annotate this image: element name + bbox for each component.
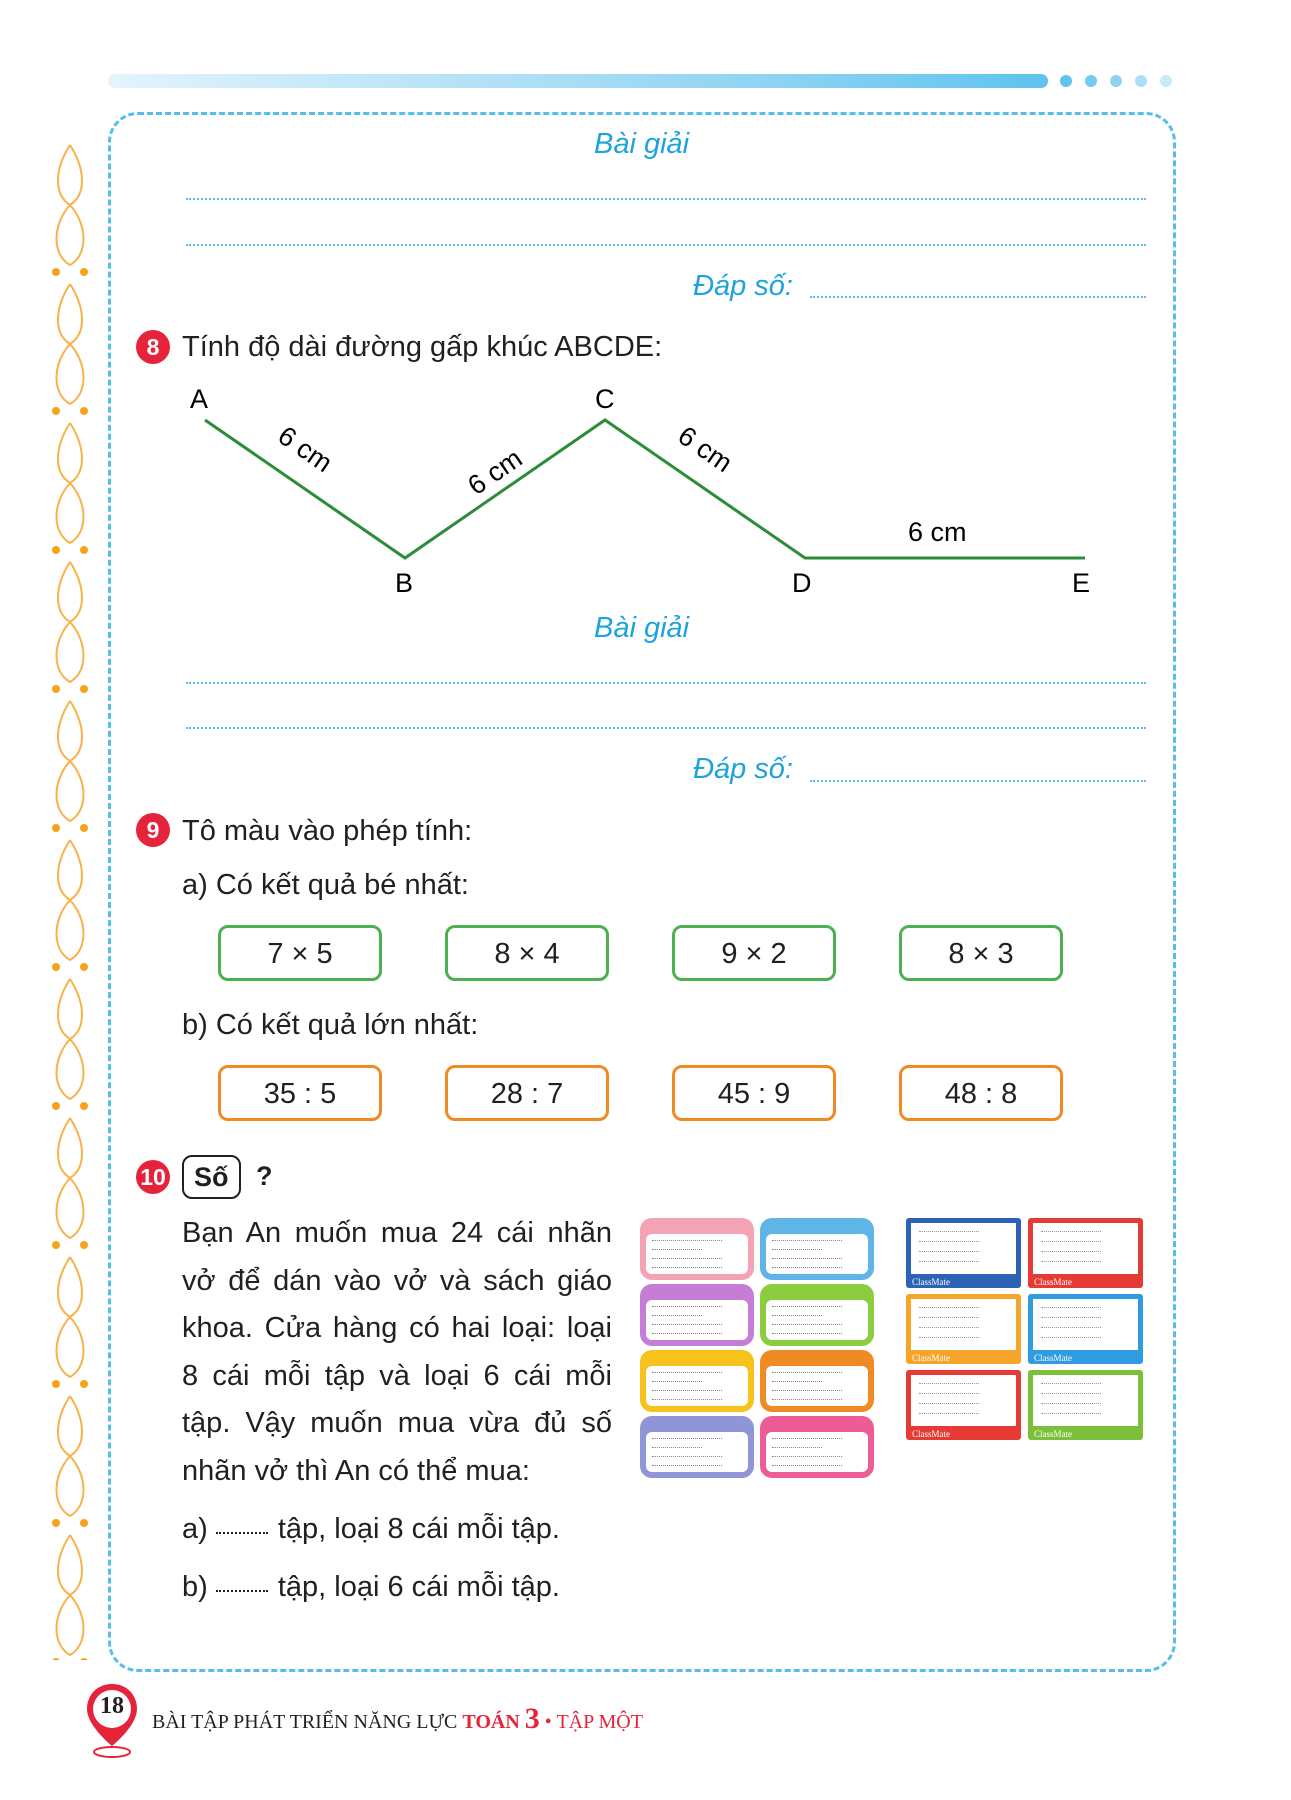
notebook-label <box>760 1350 874 1412</box>
classmate-brand: ClassMate <box>912 1429 950 1439</box>
decor-dot <box>1085 75 1097 87</box>
classmate-brand: ClassMate <box>1034 1277 1072 1287</box>
classmate-label <box>906 1294 1021 1364</box>
question-number-badge: 10 <box>136 1160 170 1194</box>
question-8-text: Tính độ dài đường gấp khúc ABCDE: <box>182 331 663 363</box>
decor-dot <box>1160 75 1172 87</box>
footer-title-prefix: BÀI TẬP PHÁT TRIỂN NĂNG LỰC <box>152 1711 458 1733</box>
paragraph-line: Bạn An muốn mua 24 cái nhãn <box>182 1217 612 1249</box>
answer-a-prefix: a) <box>182 1513 208 1545</box>
classmate-label-sheet-image <box>906 1218 1152 1448</box>
notebook-label <box>640 1416 754 1478</box>
point-label-e: E <box>1072 568 1091 598</box>
so-box-label: Số <box>182 1155 241 1199</box>
final-answer-label: Đáp số: <box>693 270 793 302</box>
paragraph-line: khoa. Cửa hàng có hai loại: loại <box>182 1312 612 1344</box>
point-label-d: D <box>792 568 812 598</box>
answer-a-suffix: tập, loại 8 cái mỗi tập. <box>277 1513 560 1545</box>
ornament-dot <box>52 407 60 415</box>
answer-line[interactable] <box>186 198 1146 200</box>
point-label-c: C <box>595 384 615 414</box>
option-a-4[interactable]: 8 × 3 <box>899 925 1063 981</box>
question-9-part-a: a) Có kết quả bé nhất: <box>182 869 469 901</box>
paragraph-line: vở để dán vào vở và sách giáo <box>182 1264 612 1297</box>
answer-line[interactable] <box>186 727 1146 729</box>
question-9-text: Tô màu vào phép tính: <box>182 815 473 847</box>
classmate-label <box>906 1370 1021 1440</box>
answer-b-suffix: tập, loại 6 cái mỗi tập. <box>277 1571 560 1603</box>
notebook-label <box>640 1218 754 1280</box>
ornament-dot <box>80 268 88 276</box>
question-10-paragraph <box>182 1210 612 1495</box>
notebook-label-sheet-image <box>640 1218 880 1488</box>
solution-heading: Bài giải <box>594 128 690 160</box>
book-title-footer <box>152 1702 643 1736</box>
classmate-label <box>1028 1218 1143 1288</box>
notebook-label <box>760 1284 874 1346</box>
solution-heading: Bài giải <box>594 612 690 644</box>
classmate-brand: ClassMate <box>1034 1429 1072 1439</box>
notebook-label <box>640 1350 754 1412</box>
option-b-1[interactable]: 35 : 5 <box>218 1065 382 1121</box>
answer-line[interactable] <box>186 244 1146 246</box>
classmate-brand: ClassMate <box>1034 1353 1072 1363</box>
question-mark: ? <box>256 1161 273 1191</box>
option-b-2[interactable]: 28 : 7 <box>445 1065 609 1121</box>
ornament-dot <box>52 1102 60 1110</box>
top-decor-bar <box>108 74 1048 88</box>
ornament-dot <box>80 407 88 415</box>
ornament-dot <box>52 268 60 276</box>
decor-dot <box>1135 75 1147 87</box>
ornament-dot <box>80 1380 88 1388</box>
segment-length-de: 6 cm <box>908 517 967 547</box>
option-b-4[interactable]: 48 : 8 <box>899 1065 1063 1121</box>
notebook-label <box>760 1218 874 1280</box>
ornament-dot <box>52 1519 60 1527</box>
ornament-dot <box>52 1241 60 1249</box>
classmate-label <box>1028 1370 1143 1440</box>
footer-volume: TẬP MỘT <box>556 1711 643 1733</box>
ornament-dot <box>52 1380 60 1388</box>
question-9-part-b: b) Có kết quả lớn nhất: <box>182 1009 479 1041</box>
classmate-brand: ClassMate <box>912 1277 950 1287</box>
answer-line[interactable] <box>186 682 1146 684</box>
answer-b-prefix: b) <box>182 1571 208 1603</box>
ornament-dot <box>80 546 88 554</box>
answer-a-row <box>182 1513 560 1546</box>
segment-length-bc: 6 cm <box>462 443 528 501</box>
option-a-3[interactable]: 9 × 2 <box>672 925 836 981</box>
classmate-label <box>1028 1294 1143 1364</box>
question-number-badge: 9 <box>136 813 170 847</box>
paragraph-line: 8 cái mỗi tập và loại 6 cái mỗi <box>182 1359 612 1392</box>
notebook-label <box>640 1284 754 1346</box>
option-a-1[interactable]: 7 × 5 <box>218 925 382 981</box>
footer-grade: 3 <box>524 1702 540 1735</box>
ornament-dot <box>80 1519 88 1527</box>
decor-dot <box>1060 75 1072 87</box>
ornament-dot <box>52 824 60 832</box>
ornament-dot <box>80 824 88 832</box>
option-b-3[interactable]: 45 : 9 <box>672 1065 836 1121</box>
page-number: 18 <box>100 1693 124 1719</box>
notebook-label <box>760 1416 874 1478</box>
answer-b-blank[interactable] <box>216 1590 268 1592</box>
segment-length-cd: 6 cm <box>672 420 738 479</box>
paragraph-line: tập. Vậy muốn mua vừa đủ số <box>182 1407 612 1439</box>
answer-b-row <box>182 1571 560 1604</box>
ornament-dot <box>80 685 88 693</box>
ornament-dot <box>52 1658 60 1660</box>
final-answer-line[interactable] <box>810 780 1146 782</box>
final-answer-label: Đáp số: <box>693 753 793 785</box>
segment-length-ab: 6 cm <box>272 420 338 479</box>
polyline-figure <box>180 370 1100 600</box>
left-margin-ornament <box>40 140 100 1660</box>
ornament-dot <box>80 1241 88 1249</box>
question-number-badge: 8 <box>136 330 170 364</box>
footer-bullet: • <box>544 1711 552 1733</box>
ornament-dot <box>80 1102 88 1110</box>
final-answer-line[interactable] <box>810 296 1146 298</box>
paragraph-line: nhãn vở thì An có thể mua: <box>182 1454 530 1487</box>
point-label-b: B <box>395 568 414 598</box>
ornament-dot <box>80 1658 88 1660</box>
ornament-dot <box>80 963 88 971</box>
point-label-a: A <box>190 384 209 414</box>
option-a-2[interactable]: 8 × 4 <box>445 925 609 981</box>
ornament-dot <box>52 963 60 971</box>
answer-a-blank[interactable] <box>216 1532 268 1534</box>
ornament-dot <box>52 546 60 554</box>
ornament-dot <box>52 685 60 693</box>
classmate-label <box>906 1218 1021 1288</box>
classmate-brand: ClassMate <box>912 1353 950 1363</box>
footer-subject: TOÁN <box>462 1711 520 1733</box>
decor-dot <box>1110 75 1122 87</box>
